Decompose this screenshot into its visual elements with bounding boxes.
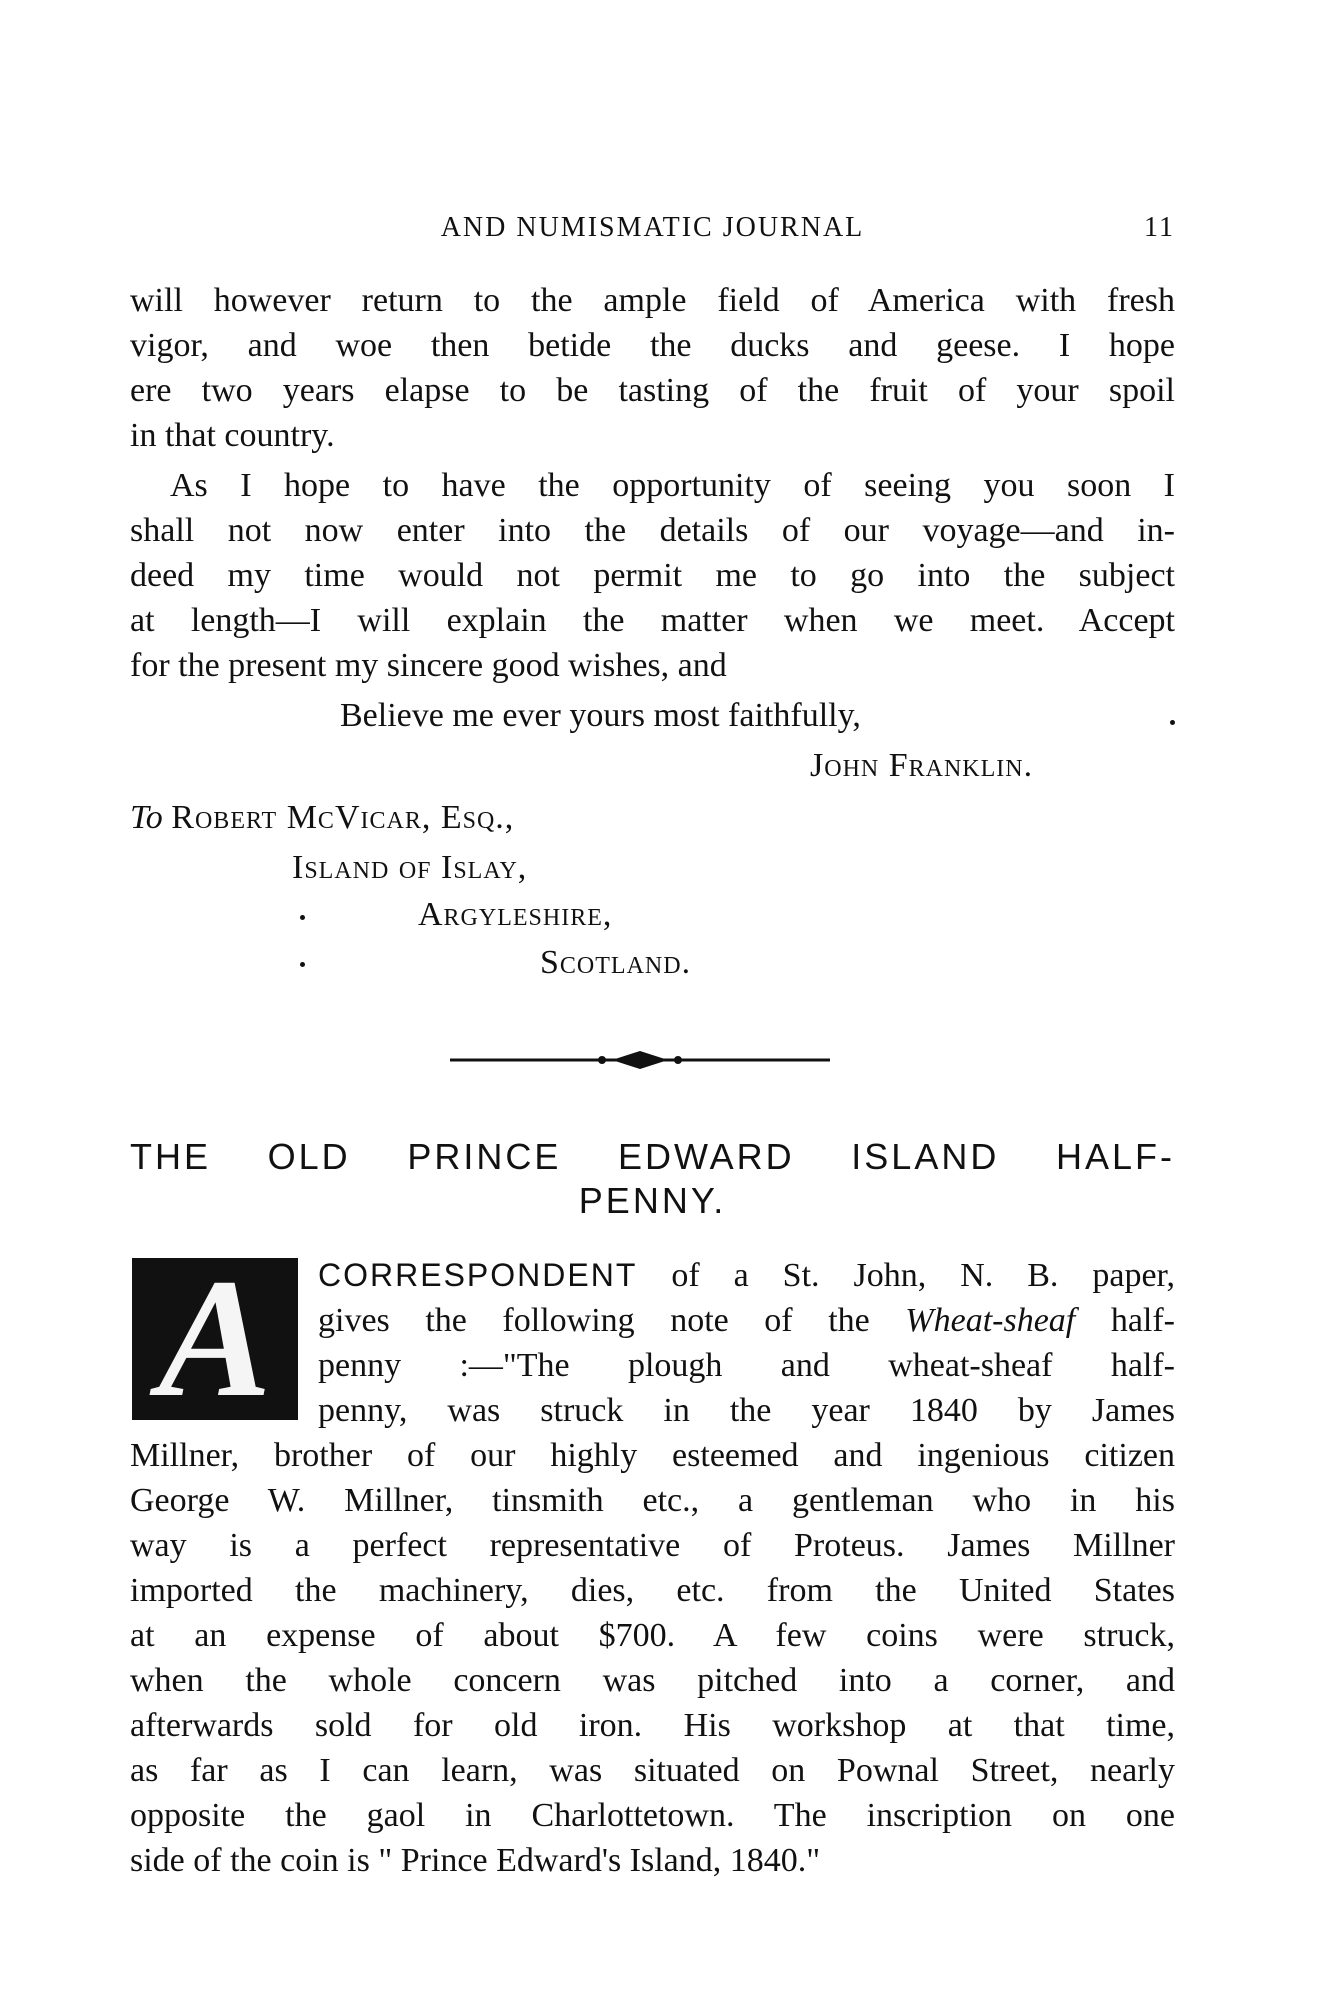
text-line: afterwards sold for old iron. His workshop at that time, [130, 1707, 1175, 1744]
section-divider-ornament [450, 1050, 830, 1070]
text-line: as far as I can learn, was situated on Pownal Street, nearly [130, 1752, 1175, 1789]
article-title [130, 1135, 1175, 1223]
article-opening-lines [318, 1253, 1175, 1433]
italic-term: Wheat-sheaf [905, 1302, 1076, 1339]
text-segment: half- [1110, 1302, 1175, 1339]
text-line: opposite the gaol in Charlottetown. The inscription on one [130, 1797, 1175, 1834]
text-line: for the present my sincere good wishes, and [130, 647, 727, 684]
decorated-initial [132, 1244, 298, 1432]
running-head [130, 212, 1175, 252]
page-number: 11 [1144, 212, 1175, 243]
stray-mark [300, 962, 305, 967]
letter-paragraph-1 [130, 278, 1175, 458]
dropcap-letter: A [158, 1244, 272, 1432]
text-line: side of the coin is " Prince Edward's Island, 1840." [130, 1842, 821, 1879]
text-line [318, 1253, 1175, 1298]
running-title: AND NUMISMATIC JOURNAL [440, 212, 865, 243]
address-to: To [130, 799, 163, 836]
text-line: Millner, brother of our highly esteemed and ingenious citizen [130, 1437, 1175, 1474]
article-title-line-2: PENNY. [578, 1180, 727, 1221]
address-line-1 [130, 795, 514, 840]
text-line: ere two years elapse to be tasting of the fruit of your spoil [130, 372, 1175, 409]
text-line: deed my time would not permit me to go into the subject [130, 557, 1175, 594]
opening-word: CORRESPONDENT [318, 1257, 638, 1293]
address-line-2: Island of Islay, [292, 849, 528, 886]
text-line: in that country. [130, 417, 335, 454]
address-name: Robert McVicar, Esq., [171, 799, 515, 836]
text-line: George W. Millner, tinsmith etc., a gentleman who in his [130, 1482, 1175, 1519]
article-body [130, 1433, 1175, 1883]
text-segment: of a St. John, N. B. paper, [671, 1257, 1175, 1294]
address-line-3: Argyleshire, [418, 896, 613, 933]
text-line: when the whole concern was pitched into a corner, and [130, 1662, 1175, 1699]
text-line: penny, was struck in the year 1840 by James [318, 1392, 1175, 1429]
text-segment: gives the following note of the [318, 1302, 870, 1339]
text-line: at an expense of about $700. A few coins were struck, [130, 1617, 1175, 1654]
letter-paragraph-2 [130, 463, 1175, 688]
letter-closing: Believe me ever yours most faithfully, [340, 697, 861, 734]
text-line: shall not now enter into the details of our voyage—and in- [130, 512, 1175, 549]
text-line: penny :—"The plough and wheat-sheaf half- [318, 1347, 1175, 1384]
text-line: As I hope to have the opportunity of seeing you soon I [170, 467, 1175, 504]
text-line: at length—I will explain the matter when we meet. Accept [130, 602, 1175, 639]
text-line: vigor, and woe then betide the ducks and geese. I hope [130, 327, 1175, 364]
stray-mark [300, 915, 305, 920]
text-line: way is a perfect representative of Proteus. James Millner [130, 1527, 1175, 1564]
stray-mark [1170, 720, 1175, 725]
text-line [318, 1298, 1175, 1343]
address-line-4: Scotland. [540, 944, 692, 981]
text-line: will however return to the ample field of America with fresh [130, 282, 1175, 319]
text-line: imported the machinery, dies, etc. from the United States [130, 1572, 1175, 1609]
signature: John Franklin. [810, 747, 1034, 784]
article-title-line-1: THE OLD PRINCE EDWARD ISLAND HALF- [130, 1136, 1175, 1177]
